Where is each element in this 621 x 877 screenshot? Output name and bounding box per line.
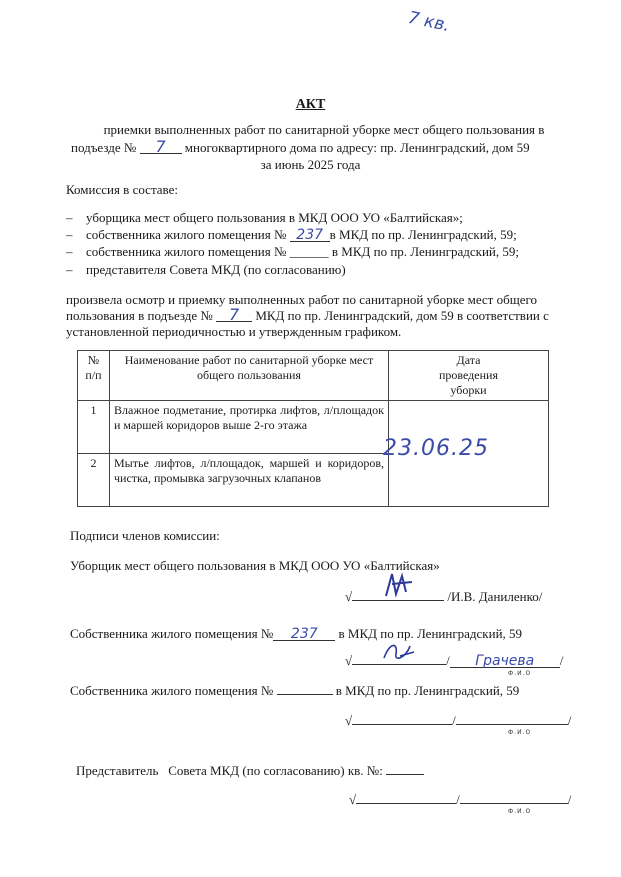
works-table: [77, 350, 549, 507]
date-cell: [383, 401, 549, 507]
inspection-suffix: МКД по пр. Ленинградский, дом 59 в соответствии с: [255, 308, 549, 323]
subtitle-line-1: приемки выполненных работ по санитарной уборке мест общего пользования в: [103, 122, 545, 137]
check-mark: √: [345, 653, 353, 668]
signature-scribble-icon: [380, 638, 420, 664]
owner-1-line: [70, 626, 522, 642]
member-label: представителя Совета МКД (по согласованию): [86, 262, 346, 277]
owner-2-line: [70, 683, 519, 699]
commission-member-representative: – представителя Совета МКД (по согласованию): [66, 262, 346, 277]
commission-member-owner-1: – собственника жилого помещения № 237 в МКД по пр. Ленинградский, 59;: [66, 227, 517, 243]
inspection-line-3: установленной периодичностью и утвержденным графиком.: [66, 324, 402, 339]
table-row: [78, 401, 549, 454]
owner-1-name-handwritten: Грачева: [450, 655, 560, 668]
owner-2-signature-line: √ / /: [345, 713, 572, 728]
inspection-entrance-handwritten: 7: [216, 309, 252, 322]
blank-field: ______: [289, 244, 329, 259]
check-mark: √: [345, 713, 353, 728]
row-work-name: Влажное подметание, протирка лифтов, л/площадок и маршей коридоров выше 2-го этажа: [110, 401, 389, 454]
owner-apartment-handwritten: 237: [290, 229, 330, 242]
owner-2-address: в МКД по пр. Ленинградский, 59: [335, 683, 520, 698]
owner-1-apartment-handwritten: 237: [273, 628, 335, 641]
table-header-row: [78, 351, 549, 401]
fio-caption: Ф.И.О: [508, 729, 532, 736]
owner-1-label: Собственника жилого помещения №: [70, 626, 274, 641]
member-suffix: в МКД по пр. Ленинградский, 59;: [331, 244, 520, 259]
date-handwritten: 23.06.25: [383, 436, 489, 461]
subtitle-period: за июнь 2025 года: [260, 157, 361, 172]
owner-1-signature-line: √ / Грачева /: [345, 652, 563, 669]
commission-member-cleaner: – уборщика мест общего пользования в МКД ООО УО «Балтийская»;: [66, 210, 463, 225]
representative-label: Представитель Совета МКД (по согласованию) кв. №:: [76, 763, 383, 778]
representative-apartment-blank: [386, 763, 424, 775]
entrance-number-handwritten: 7: [140, 140, 182, 154]
owner-2-apartment-blank: [277, 683, 333, 695]
subtitle-address: многоквартирного дома по адресу: пр. Ленинградский, дом 59: [184, 140, 530, 155]
signature-scribble-icon: [382, 570, 422, 600]
member-label: собственника жилого помещения №: [86, 244, 287, 259]
header-work-name: Наименование работ по санитарной уборке мест общего пользования: [110, 351, 389, 401]
owner-1-address: в МКД по пр. Ленинградский, 59: [338, 626, 523, 641]
representative-signature-line: √ / /: [349, 792, 572, 807]
cleaner-name: /И.В. Даниленко/: [447, 589, 543, 604]
member-suffix: в МКД по пр. Ленинградский, 59;: [329, 227, 517, 242]
owner-2-label: Собственника жилого помещения №: [70, 683, 274, 698]
fio-caption: Ф.И.О: [508, 808, 532, 815]
member-label: собственника жилого помещения №: [86, 227, 287, 242]
member-label: уборщика мест общего пользования в МКД ООО УО «Балтийская»;: [86, 210, 463, 225]
row-number: 2: [78, 454, 110, 507]
inspection-line-1: произвела осмотр и приемку выполненных работ по санитарной уборке мест общего: [66, 292, 538, 307]
row-number: 1: [78, 401, 110, 454]
signatures-heading: Подписи членов комиссии:: [70, 528, 220, 543]
inspection-prefix: пользования в подъезде №: [66, 308, 213, 323]
check-mark: √: [345, 589, 353, 604]
row-work-name: Мытье лифтов, л/площадок, маршей и коридоров, чистка, промывка загрузочных клапанов: [110, 454, 389, 507]
commission-heading: Комиссия в составе:: [66, 182, 178, 197]
document-title: АКТ: [295, 97, 326, 112]
inspection-line-2: [66, 305, 549, 324]
subtitle-line-2: [71, 137, 530, 156]
header-number: № п/п: [78, 351, 110, 401]
commission-member-owner-2: – собственника жилого помещения № ______ в МКД по пр. Ленинградский, 59;: [66, 244, 520, 259]
header-date: Дата проведения уборки: [389, 351, 549, 401]
fio-caption: Ф.И.О: [508, 670, 532, 677]
handwritten-apartment-note: 7 кв.: [406, 7, 452, 37]
cleaner-signature-line: [345, 588, 542, 605]
cleaner-label: Уборщик мест общего пользования в МКД ООО УО «Балтийская»: [70, 558, 440, 573]
check-mark: √: [349, 792, 357, 807]
subtitle-prefix: подъезде №: [71, 140, 137, 155]
representative-line: [76, 763, 424, 779]
